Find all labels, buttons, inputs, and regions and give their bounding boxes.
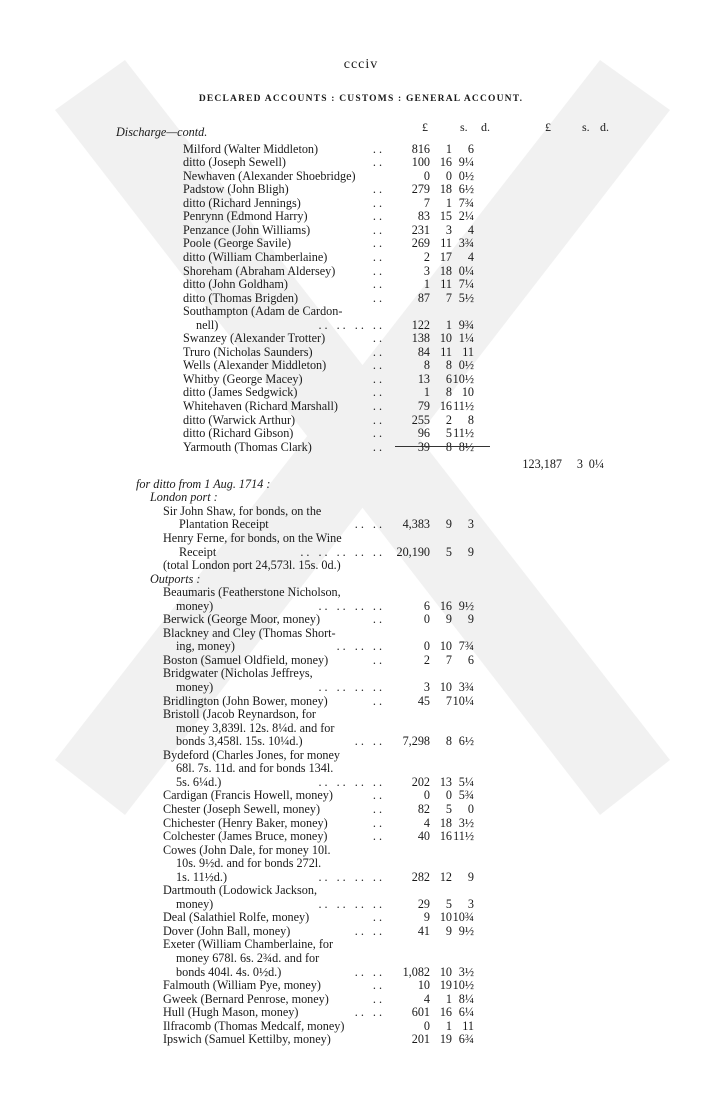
pounds-value: 138 <box>411 331 430 346</box>
row-label: nell) <box>196 317 219 332</box>
row-label: Cardigan (Francis Howell, money) <box>163 788 333 803</box>
shillings-value: 13 <box>439 774 452 789</box>
pence-value: 10¼ <box>452 693 474 708</box>
shillings-value: 1 <box>445 1018 452 1033</box>
shillings-value: 10 <box>439 964 452 979</box>
shillings-value: 17 <box>439 249 452 264</box>
shillings-value: 10 <box>439 680 452 694</box>
leader-dots: .. .. .. .. <box>318 680 385 694</box>
leader-dots: .. .. <box>354 734 385 749</box>
leader-dots: .. <box>372 277 385 292</box>
pence-value: 7¼ <box>458 277 474 292</box>
leader-dots: .. .. .. .. .. <box>300 544 385 559</box>
row-label: Beaumaris (Featherstone Nicholson, <box>163 585 341 600</box>
row-label: Ilfracomb (Thomas Medcalf, money) <box>163 1018 345 1033</box>
leader-dots: .. .. .. .. <box>318 598 385 613</box>
leader-dots: .. <box>372 222 385 237</box>
row-label: Wells (Alexander Middleton) <box>183 358 327 373</box>
shillings-value: 11 <box>440 344 452 359</box>
leader-dots: .. <box>372 155 385 170</box>
pence-value: 8 <box>467 412 474 427</box>
leader-dots: .. <box>372 412 385 427</box>
leader-dots: .. <box>372 209 385 224</box>
pounds-value: 4 <box>423 815 430 830</box>
leader-dots: .. <box>372 385 385 400</box>
row-label: Whitby (George Macey) <box>183 371 303 386</box>
pence-value: 9½ <box>458 598 474 613</box>
running-head: DECLARED ACCOUNTS : CUSTOMS : GENERAL ACCOUNT. <box>198 94 524 104</box>
pounds-value: 3 <box>423 680 430 694</box>
pounds-value: 0 <box>423 639 430 654</box>
pounds-value: 40 <box>417 829 430 844</box>
row-label: ing, money) <box>176 639 235 654</box>
shillings-value: 10 <box>439 639 452 654</box>
shillings-value: 8 <box>445 385 452 400</box>
pence-value: 10½ <box>452 371 474 386</box>
pounds-value: 1 <box>423 277 430 292</box>
pence-value: 11½ <box>453 426 474 441</box>
subtotal-rule <box>395 446 490 447</box>
row-label: Bristoll (Jacob Reynardson, for <box>163 707 316 722</box>
row-label: ditto (James Sedgwick) <box>183 385 298 400</box>
row-label: Shoreham (Abraham Aldersey) <box>183 263 336 278</box>
shillings-value: 12 <box>439 869 452 884</box>
shillings-value: 2 <box>445 412 452 427</box>
pounds-value: 1 <box>423 385 430 400</box>
pence-value: 1¼ <box>458 331 474 346</box>
row-label: Yarmouth (Thomas Clark) <box>183 439 312 454</box>
pounds-value: 202 <box>411 774 430 789</box>
pounds-value: 100 <box>411 155 430 170</box>
leader-dots: .. <box>372 371 385 386</box>
pounds-value: 122 <box>411 317 430 332</box>
leader-dots: .. <box>372 399 385 413</box>
pounds-total: 123,187 <box>522 457 562 472</box>
pence-value: 0½ <box>458 358 474 373</box>
pence-value: 3½ <box>458 964 474 979</box>
pence-value: 6¼ <box>458 1005 474 1020</box>
pence-value: 8¼ <box>458 991 474 1006</box>
row-label: Discharge—contd. <box>116 125 208 139</box>
row-label: Hull (Hugh Mason, money) <box>163 1005 299 1020</box>
leader-dots: .. <box>372 910 385 925</box>
pounds-value: 39 <box>417 439 430 454</box>
pence-value: 6½ <box>458 182 474 197</box>
leader-dots: .. <box>372 249 385 264</box>
row-label: Deal (Salathiel Rolfe, money) <box>163 910 310 925</box>
pence-total: 0¼ <box>588 457 604 472</box>
row-label: Outports : <box>150 571 201 586</box>
pounds-value: 0 <box>423 612 430 627</box>
pence-value: 11½ <box>453 829 474 844</box>
pence-value: 6 <box>467 141 474 156</box>
pounds-value: 6 <box>423 598 430 613</box>
shillings-value: 5 <box>445 896 452 911</box>
leader-dots: .. <box>372 263 385 278</box>
leader-dots: .. <box>372 693 385 708</box>
shillings-value: 8 <box>445 734 452 749</box>
pence-value: 5¼ <box>458 774 474 789</box>
watermark-diagonal-a <box>55 60 670 815</box>
watermark-diagonal-b <box>55 60 670 815</box>
row-label: Padstow (John Bligh) <box>183 182 289 197</box>
row-label: (total London port 24,573l. 15s. 0d.) <box>163 558 341 573</box>
row-label: Bridlington (John Bower, money) <box>163 693 328 708</box>
row-label: Penrynn (Edmond Harry) <box>183 209 308 224</box>
leader-dots: .. <box>372 788 385 803</box>
pence-value: 10 <box>461 385 474 400</box>
row-label: Poole (George Savile) <box>183 236 292 251</box>
pence-value: 6 <box>467 652 474 667</box>
pounds-value: 255 <box>411 412 430 427</box>
row-label: money) <box>176 896 214 911</box>
pounds-value: 8 <box>423 358 430 373</box>
pence-value: 4 <box>467 249 474 264</box>
pence-value: 2¼ <box>458 209 474 224</box>
page-number: ccciv <box>343 57 379 72</box>
row-label: Exeter (William Chamberlaine, for <box>163 937 334 952</box>
shillings-value: 8 <box>445 358 452 373</box>
pounds-value: 41 <box>417 923 430 938</box>
shillings-value: 16 <box>439 155 452 170</box>
pounds-value: 87 <box>417 290 430 305</box>
shillings-value: 9 <box>445 612 452 627</box>
leader-dots: .. .. <box>354 964 385 979</box>
pounds-value: 269 <box>411 236 430 251</box>
leader-dots: .. .. <box>354 923 385 938</box>
shillings-value: 18 <box>439 263 452 278</box>
pence-value: 9 <box>467 612 474 627</box>
shillings-value: 5 <box>445 426 452 441</box>
row-label: Chichester (Henry Baker, money) <box>163 815 328 830</box>
pence-value: 0½ <box>458 168 474 183</box>
pence-value: 6½ <box>458 734 474 749</box>
shillings-value: 7 <box>445 652 452 667</box>
row-label: ditto (William Chamberlaine) <box>183 249 328 264</box>
shillings-value: 0 <box>445 788 452 803</box>
row-label: Berwick (George Moor, money) <box>163 612 321 627</box>
shillings-value: 11 <box>440 236 452 251</box>
pence-value: 9 <box>467 544 474 559</box>
pounds-value: 2 <box>423 652 430 667</box>
leader-dots: .. .. .. .. <box>318 869 385 884</box>
row-label: 10s. 9½d. and for bonds 272l. <box>176 856 322 871</box>
shillings-value: 5 <box>445 801 452 816</box>
row-label: for ditto from 1 Aug. 1714 : <box>136 476 271 491</box>
row-label: ditto (Richard Jennings) <box>183 195 301 210</box>
header-shillings-total: s. <box>582 120 590 134</box>
row-label: Ipswich (Samuel Kettilby, money) <box>163 1032 331 1047</box>
pence-value: 11 <box>462 344 474 359</box>
leader-dots: .. <box>372 331 385 346</box>
row-label: Plantation Receipt <box>179 517 269 532</box>
row-label: London port : <box>150 490 218 505</box>
pence-value: 5½ <box>458 290 474 305</box>
leader-dots: .. <box>372 358 385 373</box>
shillings-value: 9 <box>445 923 452 938</box>
row-label: 1s. 11½d.) <box>176 869 228 884</box>
shillings-value: 19 <box>439 1032 452 1047</box>
leader-dots: .. .. .. <box>336 639 385 654</box>
shillings-value: 6 <box>445 371 452 386</box>
pounds-value: 82 <box>417 801 430 816</box>
pence-value: 0¼ <box>458 263 474 278</box>
pounds-value: 20,190 <box>396 544 430 559</box>
row-label: ditto (Warwick Arthur) <box>183 412 296 427</box>
leader-dots: .. <box>372 801 385 816</box>
row-label: 68l. 7s. 11d. and for bonds 134l. <box>176 761 334 776</box>
pounds-value: 29 <box>417 896 430 911</box>
pence-value: 9¾ <box>458 317 474 332</box>
shillings-value: 16 <box>439 598 452 613</box>
pence-value: 6¾ <box>458 1032 474 1047</box>
leader-dots: .. <box>372 290 385 305</box>
pounds-value: 0 <box>423 168 430 183</box>
pounds-value: 84 <box>417 344 430 359</box>
pounds-value: 0 <box>423 1018 430 1033</box>
row-label: Truro (Nicholas Saunders) <box>183 344 313 359</box>
row-label: money 678l. 6s. 2¾d. and for <box>176 951 320 965</box>
pounds-value: 201 <box>411 1032 430 1047</box>
leader-dots: .. <box>372 195 385 210</box>
row-label: Falmouth (William Pye, money) <box>163 978 321 993</box>
shillings-value: 11 <box>440 277 452 292</box>
leader-dots: .. <box>372 236 385 251</box>
leader-dots: .. .. .. .. <box>318 774 385 789</box>
row-label: ditto (Joseph Sewell) <box>183 155 286 170</box>
leader-dots: .. <box>372 439 385 454</box>
row-label: Boston (Samuel Oldfield, money) <box>163 652 329 667</box>
row-label: Dover (John Ball, money) <box>163 923 291 938</box>
pounds-value: 45 <box>417 693 430 708</box>
row-label: Southampton (Adam de Cardon- <box>183 304 343 319</box>
leader-dots: .. <box>372 426 385 441</box>
header-shillings: s. <box>460 120 468 134</box>
shillings-value: 1 <box>445 317 452 332</box>
pounds-value: 7 <box>423 195 430 210</box>
pounds-value: 279 <box>411 182 430 197</box>
shillings-value: 15 <box>439 209 452 224</box>
row-label: money 3,839l. 12s. 8¼d. and for <box>176 720 335 735</box>
pence-value: 5¾ <box>458 788 474 803</box>
pounds-value: 79 <box>417 399 430 413</box>
pence-value: 11 <box>462 1018 474 1033</box>
pence-value: 7¾ <box>458 195 474 210</box>
shillings-value: 9 <box>445 517 452 532</box>
pence-value: 4 <box>467 222 474 237</box>
row-label: Bydeford (Charles Jones, for money <box>163 747 341 762</box>
pence-value: 9¼ <box>458 155 474 170</box>
header-pounds-total: £ <box>545 120 551 134</box>
leader-dots: .. <box>372 652 385 667</box>
pounds-value: 282 <box>411 869 430 884</box>
pounds-value: 96 <box>417 426 430 441</box>
leader-dots: .. .. .. .. <box>318 317 385 332</box>
pounds-value: 4,383 <box>402 517 430 532</box>
pounds-value: 9 <box>423 910 430 925</box>
shillings-value: 3 <box>445 222 452 237</box>
shillings-value: 7 <box>445 693 452 708</box>
pounds-value: 1,082 <box>402 964 430 979</box>
row-label: money) <box>176 598 214 613</box>
row-label: Gweek (Bernard Penrose, money) <box>163 991 329 1006</box>
pence-value: 8½ <box>458 439 474 454</box>
pounds-value: 816 <box>411 141 430 156</box>
row-label: 5s. 6¼d.) <box>176 774 222 789</box>
row-label: ditto (John Goldham) <box>183 277 288 292</box>
shillings-value: 16 <box>439 829 452 844</box>
pounds-value: 3 <box>423 263 430 278</box>
shillings-value: 8 <box>445 439 452 454</box>
row-label: Blackney and Cley (Thomas Short- <box>163 625 336 640</box>
row-label: Bridgwater (Nicholas Jeffreys, <box>163 666 313 681</box>
leader-dots: .. .. <box>354 517 385 532</box>
shillings-value: 18 <box>439 182 452 197</box>
leader-dots: .. <box>372 815 385 830</box>
header-pounds: £ <box>422 120 428 134</box>
pence-value: 0 <box>467 801 474 816</box>
shillings-value: 0 <box>445 168 452 183</box>
pounds-value: 83 <box>417 209 430 224</box>
header-pence-total: d. <box>600 120 609 134</box>
shillings-value: 10 <box>439 331 452 346</box>
row-label: Dartmouth (Lodowick Jackson, <box>163 883 318 898</box>
row-label: Newhaven (Alexander Shoebridge) <box>183 168 356 183</box>
row-label: Milford (Walter Middleton) <box>183 141 319 156</box>
row-label: ditto (Richard Gibson) <box>183 426 294 441</box>
row-label: Chester (Joseph Sewell, money) <box>163 801 321 816</box>
row-label: Sir John Shaw, for bonds, on the <box>163 503 322 518</box>
leader-dots: .. .. <box>354 1005 385 1020</box>
row-label: bonds 3,458l. 15s. 10¼d.) <box>176 734 303 749</box>
row-label: Penzance (John Williams) <box>183 222 311 237</box>
row-label: money) <box>176 680 214 694</box>
pounds-value: 2 <box>423 249 430 264</box>
pence-value: 9½ <box>458 923 474 938</box>
pounds-value: 231 <box>411 222 430 237</box>
pence-value: 9 <box>467 869 474 884</box>
shillings-value: 16 <box>439 1005 452 1020</box>
leader-dots: .. .. .. .. <box>318 896 385 911</box>
pounds-value: 7,298 <box>402 734 430 749</box>
pounds-value: 4 <box>423 991 430 1006</box>
row-label: Receipt <box>179 544 217 559</box>
pounds-value: 601 <box>411 1005 430 1020</box>
pounds-value: 13 <box>417 371 430 386</box>
pence-value: 3 <box>467 517 474 532</box>
pence-value: 10¾ <box>452 910 474 925</box>
leader-dots: .. <box>372 991 385 1006</box>
shillings-value: 1 <box>445 195 452 210</box>
shillings-total: 3 <box>576 457 583 472</box>
pounds-value: 10 <box>417 978 430 993</box>
row-label: Colchester (James Bruce, money) <box>163 829 328 844</box>
shillings-value: 1 <box>445 141 452 156</box>
row-label: Cowes (John Dale, for money 10l. <box>163 842 331 857</box>
shillings-value: 19 <box>439 978 452 993</box>
shillings-value: 18 <box>439 815 452 830</box>
shillings-value: 16 <box>439 399 452 413</box>
pence-value: 3 <box>467 896 474 911</box>
leader-dots: .. <box>372 978 385 993</box>
shillings-value: 7 <box>445 290 452 305</box>
leader-dots: .. <box>372 344 385 359</box>
header-pence: d. <box>481 120 490 134</box>
pence-value: 3¾ <box>458 680 474 694</box>
leader-dots: .. <box>372 829 385 844</box>
row-label: Swanzey (Alexander Trotter) <box>183 331 326 346</box>
row-label: Whitehaven (Richard Marshall) <box>183 399 338 413</box>
pence-value: 10½ <box>452 978 474 993</box>
leader-dots: .. <box>372 141 385 156</box>
shillings-value: 10 <box>439 910 452 925</box>
pence-value: 3¾ <box>458 236 474 251</box>
pence-value: 3½ <box>458 815 474 830</box>
row-label: Henry Ferne, for bonds, on the Wine <box>163 530 342 545</box>
leader-dots: .. <box>372 182 385 197</box>
shillings-value: 5 <box>445 544 452 559</box>
pounds-value: 0 <box>423 788 430 803</box>
row-label: ditto (Thomas Brigden) <box>183 290 299 305</box>
shillings-value: 1 <box>445 991 452 1006</box>
pence-value: 7¾ <box>458 639 474 654</box>
leader-dots: .. <box>372 612 385 627</box>
pence-value: 11½ <box>453 399 474 413</box>
row-label: bonds 404l. 4s. 0½d.) <box>176 964 282 979</box>
